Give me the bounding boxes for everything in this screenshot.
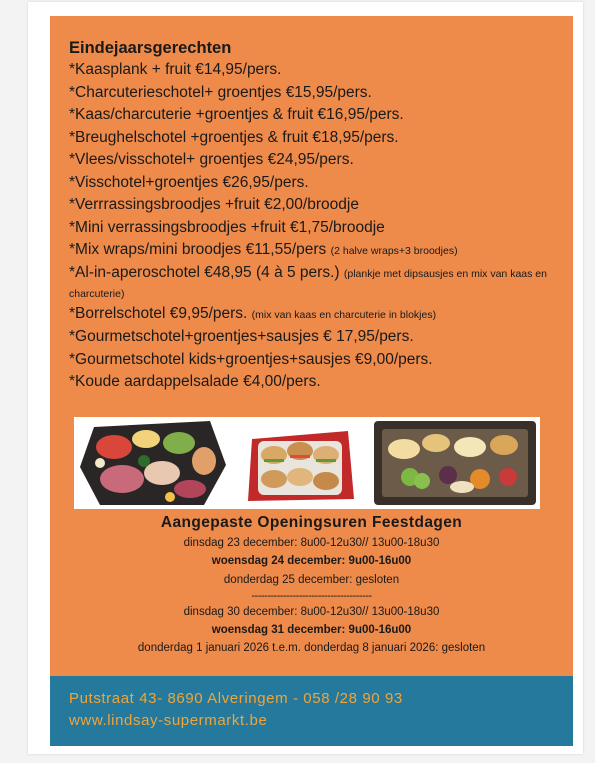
hours-divider: --------------------------------------	[251, 589, 372, 602]
opening-hours-line: woensdag 24 december: 9u00-16u00	[211, 555, 412, 568]
menu-item-note: (2 halve wraps+3 broodjes)	[330, 245, 458, 257]
menu-item	[69, 172, 565, 195]
menu-item	[69, 127, 565, 150]
menu-item	[69, 82, 565, 105]
menu-item	[69, 303, 565, 327]
opening-hours-line: donderdag 1 januari 2026 t.e.m. donderdag 8 januari 2026: gesloten	[137, 642, 486, 655]
menu-item-note: (mix van kaas en charcuterie in blokjes)	[251, 308, 437, 321]
cheese-board-photo	[370, 417, 540, 509]
menu-item-text: *Gourmetschotel+groentjes+sausjes € 17,95/pers.	[69, 328, 414, 345]
menu-item	[69, 349, 565, 372]
menu-item	[69, 263, 565, 303]
flyer	[50, 16, 573, 746]
menu-item-text: *Gourmetschotel kids+groentjes+sausjes €9,00/pers.	[69, 350, 433, 368]
menu-title: Eindejaarsgerechten	[69, 39, 232, 57]
menu-item-text: *Visschotel+groentjes €26,95/pers.	[69, 173, 309, 191]
opening-hours-line: donderdag 25 december: gesloten	[223, 573, 400, 586]
opening-hours-line: dinsdag 30 december: 8u00-12u30// 13u00-18u30	[183, 605, 440, 618]
menu-item-text: *Borrelschotel €9,95/pers.	[69, 304, 248, 322]
menu-item-text: *Mix wraps/mini broodjes €11,55/pers	[69, 241, 327, 258]
menu-item	[69, 104, 565, 127]
menu-item-text: *Breughelschotel +groentjes & fruit €18,95/pers.	[69, 128, 399, 146]
menu-list	[69, 59, 565, 394]
menu-item	[69, 326, 565, 349]
menu-item	[69, 149, 565, 172]
menu-item	[69, 59, 565, 82]
menu-item-text: *Koude aardappelsalade €4,00/pers.	[69, 373, 321, 390]
menu-item-text: *Kaasplank + fruit €14,95/pers.	[69, 61, 282, 78]
store-website-link[interactable]: www.lindsay-supermarkt.be	[69, 712, 268, 729]
menu-item-text: *Vlees/visschotel+ groentjes €24,95/pers.	[69, 151, 354, 168]
menu-item	[69, 194, 565, 217]
opening-hours-title: Aangepaste Openingsuren Feestdagen	[160, 514, 463, 531]
menu-section	[69, 38, 565, 394]
charcuterie-platter-photo	[74, 417, 230, 509]
menu-item-text: *Charcuterieschotel+ groentjes €15,95/pers.	[69, 83, 372, 101]
page	[28, 2, 583, 754]
store-address: Putstraat 43- 8690 Alveringem - 058 /28 90 93	[69, 690, 403, 707]
mini-sandwiches-tray-photo	[244, 417, 356, 509]
photo-strip	[74, 417, 540, 509]
menu-item-text: *Kaas/charcuterie +groentjes & fruit €16,95/pers.	[69, 106, 404, 123]
opening-hours-line: woensdag 31 december: 9u00-16u00	[211, 624, 412, 637]
menu-item	[69, 217, 565, 240]
opening-hours-section	[50, 512, 573, 658]
opening-hours-line: dinsdag 23 december: 8u00-12u30// 13u00-18u30	[183, 537, 440, 549]
menu-item-text: *Mini verrassingsbroodjes +fruit €1,75/broodje	[69, 218, 385, 236]
footer	[50, 676, 573, 746]
menu-item-text: *Al-in-aperoschotel €48,95 (4 à 5 pers.)	[69, 263, 340, 281]
opening-hours-list	[50, 534, 573, 658]
menu-item-text: *Verrrassingsbroodjes +fruit €2,00/broodje	[69, 196, 359, 213]
menu-item	[69, 239, 565, 263]
menu-item	[69, 371, 565, 394]
menu-item-note: (plankje met dipsausjes en mix van kaas en charcuterie)	[69, 267, 547, 300]
